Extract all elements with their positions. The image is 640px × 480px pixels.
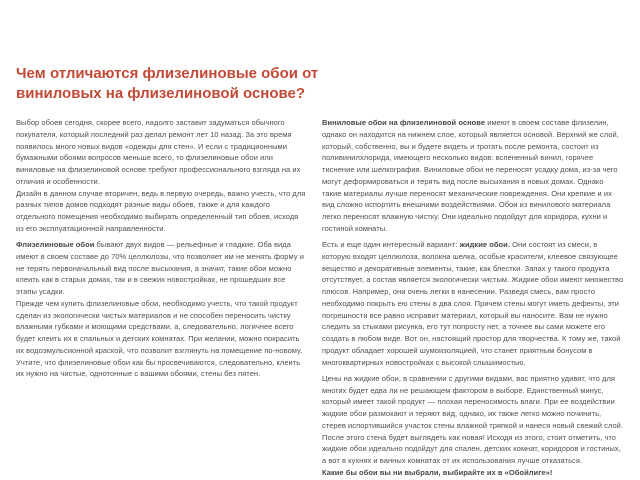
left-column: [16, 117, 308, 380]
article-columns: [16, 117, 625, 479]
term-liquid-wallpaper: жидкие обои.: [459, 240, 510, 249]
paragraph-flizelin-a: [16, 239, 308, 298]
right-column: [322, 117, 625, 479]
paragraph-liquid: [322, 239, 625, 368]
paragraph-vinyl-text: имеют в своем составе флизелин, однако он находится на нижнем слое, который является основой. Верхний же слой, который, собственно, вы и будете видеть и трогать после ремонта, состоит из поливинилхлорида, имеющего несколько видов: вспененный винил, горячее тиснение или шелкография. Виниловые обои не переносят усадку дома, из-за чего могут деформироваться и терять вид после высыхания в новых домах. Однако такие материалы лучше переносят механические повреждения. Они крепкие и их вид сложно испортить внешними воздействиями. Обои из винилового материала легко переносят влажную чистку. Они идеально подойдут для коридора, кухни и гостиной комнаты.: [322, 118, 619, 233]
term-vinyl-wallpaper: Виниловые обои на флизелиновой основе: [322, 118, 486, 127]
paragraph-liquid-pre: Есть и еще один интересный вариант:: [322, 240, 460, 249]
paragraph-intro-a: Выбор обоев сегодня, скорее всего, надолго заставит задуматься обычного покупателя, который последний раз делал ремонт лет 10 назад. За это время появилось много новых видов «одежды для стен». И если с традиционными бумажными обоями вопросов меньше всего, то флизелиновые обои или виниловые на флизелиновой основе требуют профессионального взгляда на их отличия и особенности.: [16, 118, 301, 186]
paragraph-liquid-text: Они состоят из смеси, в которую входят целлюлоза, волокна шелка, особые красители, клеевое связующее вещество и декоративные элементы, такие, как блестки. Запах у такого продукта отсутствует, а состав является экологически чистым. Жидкие обои имеют множество плюсов. Например, они очень легки в нанесении. Разведя смесь, вам просто необходимо покрыть ею стены в два слоя. Причем стены могут иметь дефекты, эти погрешности все равно исправит материал, который вы наносите. Вам не нужно следить за стыками рисунка, его тут попросту нет, а точнее вы сами можете его создать в любом виде. Вот он, настоящий простор для творчества. К тому же, такой продукт обладает хорошей шумоизоляцией, что станет приятным бонусом в многоквартирных новостройках с высокой слышимостью.: [322, 240, 624, 367]
paragraph-prices: Цены на жидкие обои, в сравнении с другими видами, вас приятно удивят, что для многих будет едва ли не решающем фактором в выборе. Единственный минус, который имеет такой продукт — плохая переносимость влаги. При ее воздействии жидкие обои размокают и теряют вид, однако, их также легко можно починить, стерев испортившийся участок стены влажной тряпкой и нанеся новый свежий слой. После этого стена будет выглядеть как новая! Исходя из этого, стоит отметить, что жидкие обои идеально подойдут для спален, детских комнат, коридоров и гостиных, а вот в кухнях и ванных комнатах от их использования лучше отказаться.: [322, 373, 624, 465]
term-flizelin-wallpaper: Флизелиновые обои: [16, 240, 95, 249]
paragraph-vinyl: [322, 117, 625, 235]
paragraph-intro-b: Дизайн в данном случае вторичен, ведь в первую очередь, важно учесть, что для разных типов домов подходят разные виды обоев, также и для каждого отдельного помещения необходимо выбирать определенный тип обоев, исходя из его эксплуатационной направленности.: [16, 188, 306, 233]
paragraph-flizelin-a-text: бывают двух видов — рельефные и гладкие. Оба вида имеют в своем составе до 70% целлюлозы, что позволяет им не менять форму и не терять первоначальный вид после высыхания, а значит, такие обои можно клеить как в старых домах, так и в свежих новостройках, не прошедших все этапы усадки.: [16, 240, 304, 296]
paragraph-cta: Какие бы обои вы ни выбрали, выбирайте их в «Обойлиге»!: [322, 467, 553, 477]
article-title: Чем отличаются флизелиновые обои от виниловых на флизелиновой основе?: [16, 65, 319, 102]
paragraph-flizelin-b: Прежде чем купить флизелиновые обои, необходимо учесть, что такой продукт сделан из экологически чистых материалов и не способен переносить чистку влажными губками и моющими средствами, а, следовательно, логичнее всего будет клеить их в спальных и детских комнатах. При желании, можно покрасить их водоэмульсионной краской, что позволит взглянуть на помещение по-новому. Учтите, что флизелиновые обои как бы просвечиваются, следовательно, клеить их нужно на чистые, однотонные с вашими обоями, стены без пятен.: [16, 298, 303, 379]
